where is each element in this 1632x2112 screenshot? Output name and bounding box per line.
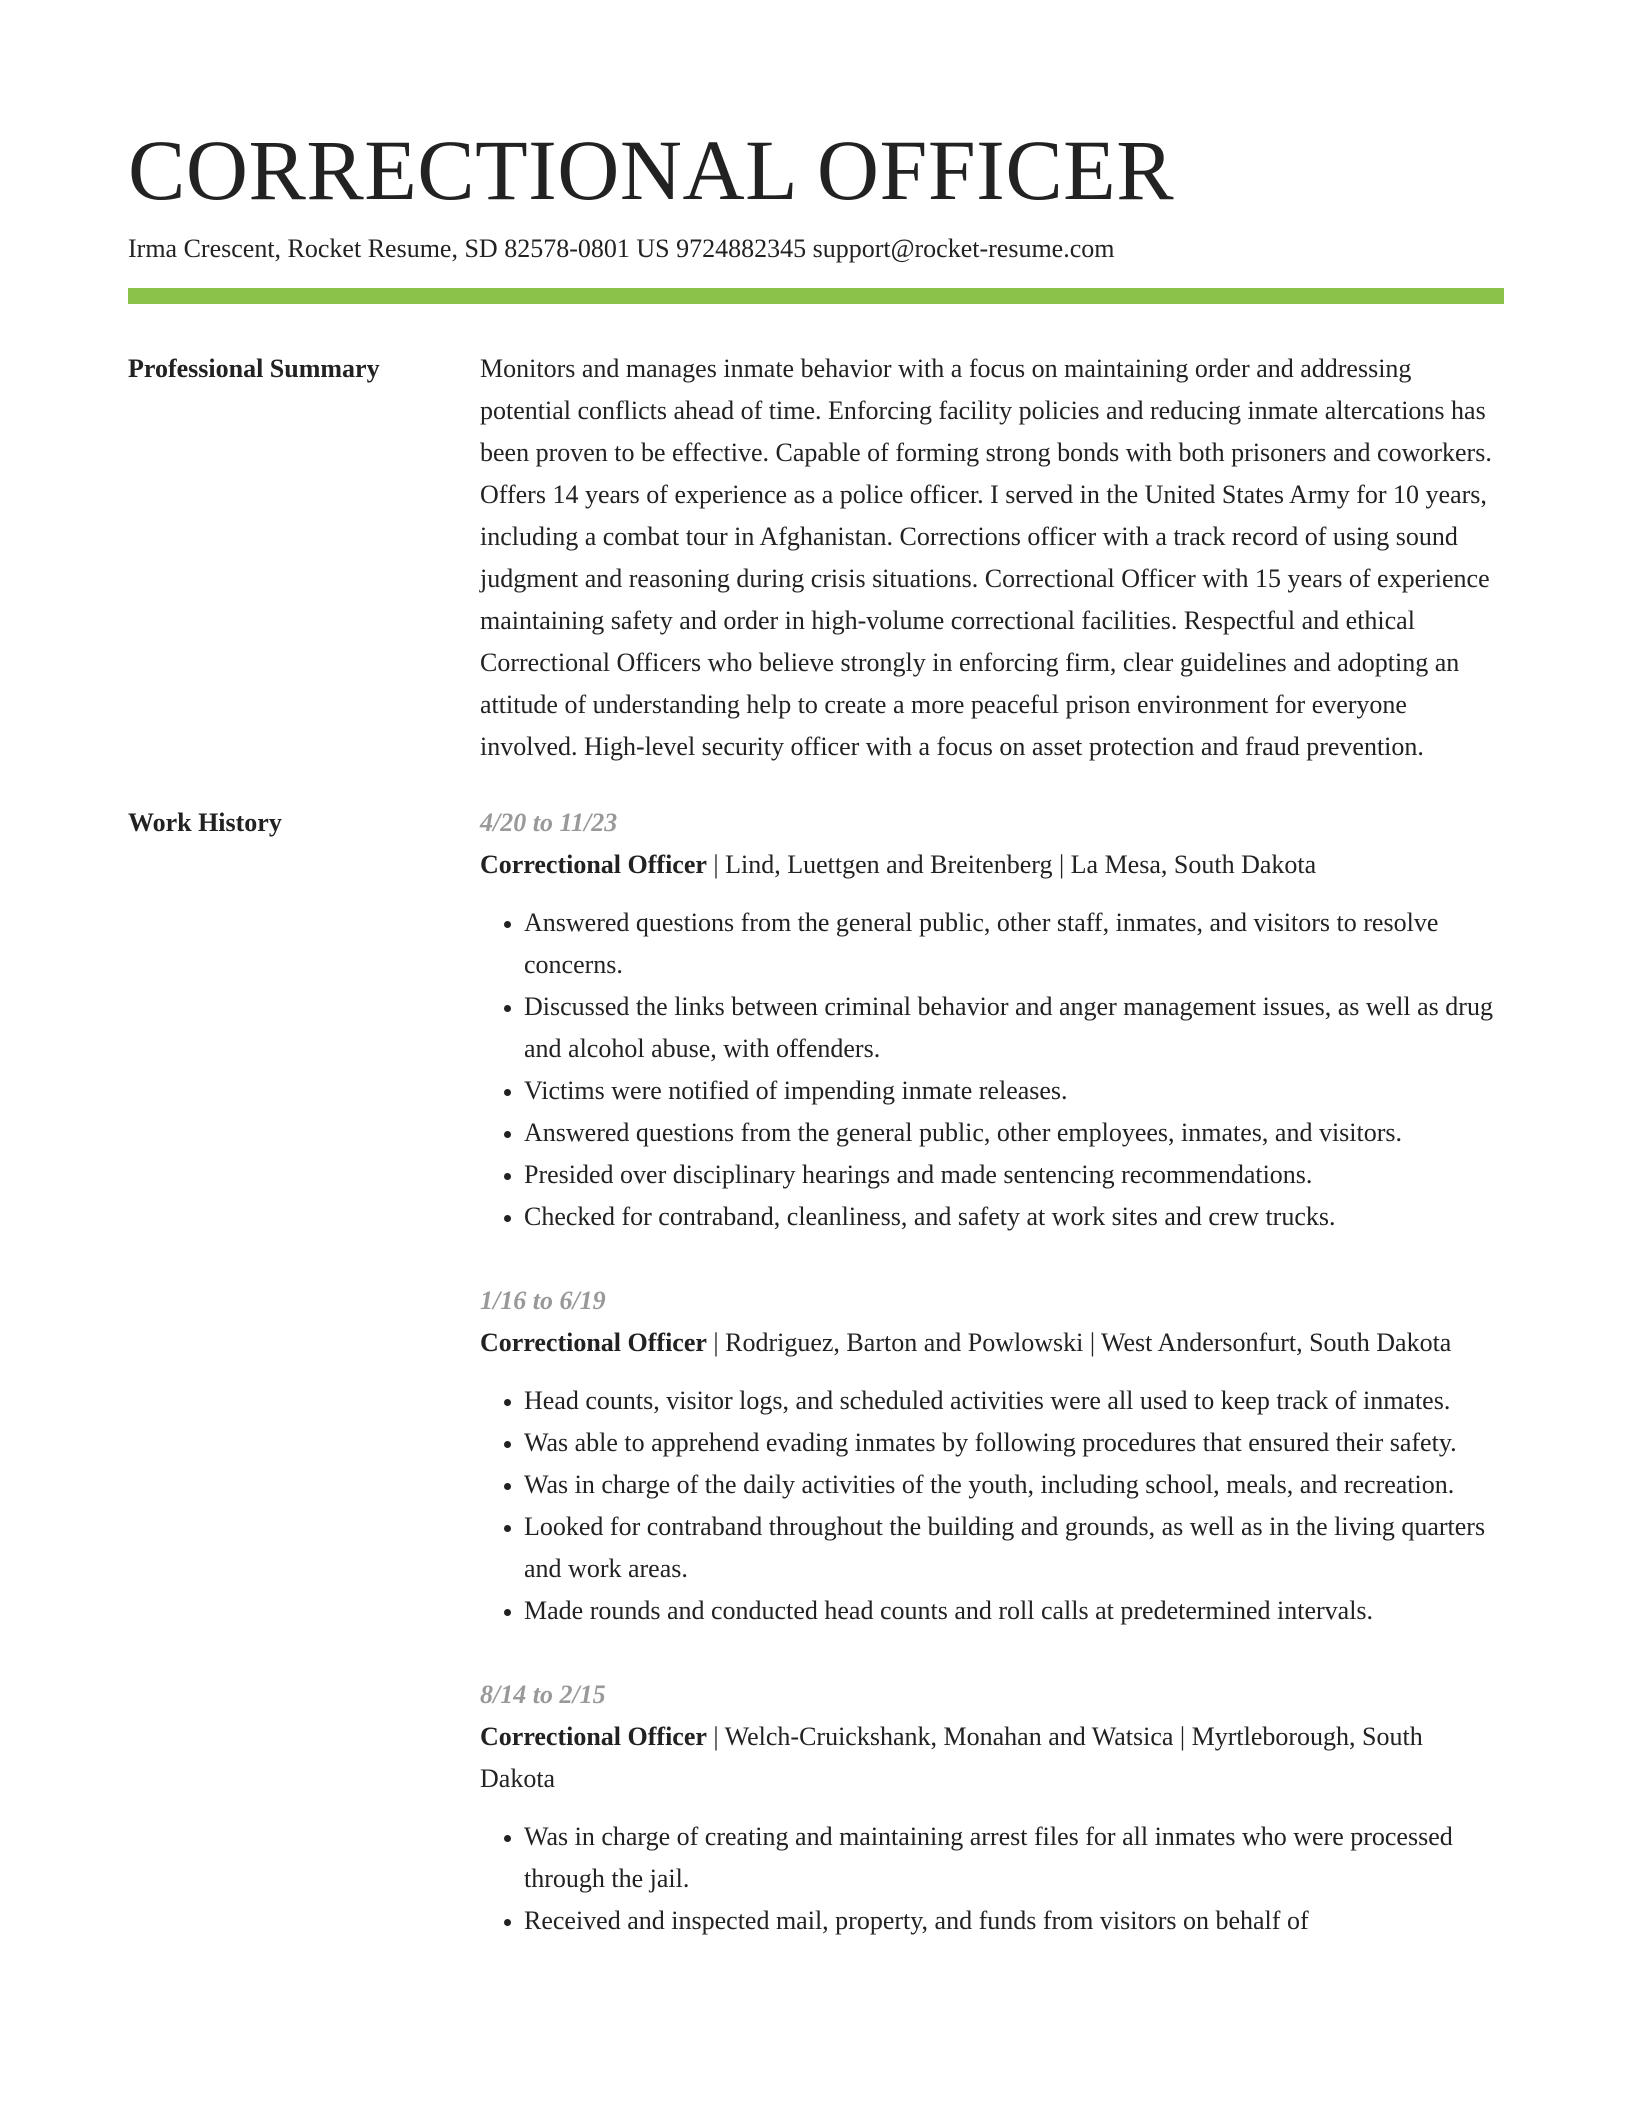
section-label-work-history: Work History [128,808,282,837]
job-dates: 8/14 to 2/15 [480,1680,606,1709]
job-heading [480,1716,1504,1800]
job-entry [480,1280,1504,1632]
job-bullets [480,1380,1504,1632]
job-bullet: • Made rounds and conducted head counts and roll calls at predetermined intervals. [524,1590,1504,1632]
job-bullet: • Checked for contraband, cleanliness, and safety at work sites and crew trucks. [524,1196,1504,1238]
work-history-section [128,810,1504,1984]
job-bullet: • Discussed the links between criminal behavior and anger management issues, as well as drug and alcohol abuse, with offenders. [524,986,1504,1070]
job-bullets [480,902,1504,1238]
job-employer-location: | Rodriguez, Barton and Powlowski | West Andersonfurt, South Dakota [706,1328,1452,1357]
resume-page [128,120,1504,1984]
job-bullet: • Presided over disciplinary hearings and made sentencing recommendations. [524,1154,1504,1196]
summary-section [128,356,1504,768]
job-dates: 4/20 to 11/23 [480,808,618,837]
job-bullet: • Looked for contraband throughout the building and grounds, as well as in the living quarters and work areas. [524,1506,1504,1590]
job-bullet: • Victims were notified of impending inmate releases. [524,1070,1504,1112]
jobs-list [480,810,1504,1984]
job-title: Correctional Officer [480,850,707,879]
job-dates: 1/16 to 6/19 [480,1286,606,1315]
job-entry [480,802,1504,1238]
job-title: Correctional Officer [480,1328,707,1357]
job-bullet: • Was in charge of creating and maintaining arrest files for all inmates who were processed through the jail. [524,1816,1504,1900]
job-bullet: • Answered questions from the general public, other employees, inmates, and visitors. [524,1112,1504,1154]
header-divider [128,288,1504,304]
summary-text: Monitors and manages inmate behavior with a focus on maintaining order and addressing potential conflicts ahead of time. Enforcing facility policies and reducing inmate altercations has been proven to be effective. Capable of forming strong bonds with both prisoners and coworkers. Offers 14 years of experience as a police officer. I served in the United States Army for 10 years, including a combat tour in Afghanistan. Corrections officer with a track record of using sound judgment and reasoning during crisis situations. Correctional Officer with 15 years of experience maintaining safety and order in high-volume correctional facilities. Respectful and ethical Correctional Officers who believe strongly in enforcing firm, clear guidelines and adopting an attitude of understanding help to create a more peaceful prison environment for everyone involved. High-level security officer with a focus on asset protection and fraud prevention. [480,354,1492,761]
resume-name: CORRECTIONAL OFFICER [128,122,1175,218]
job-heading [480,844,1504,886]
job-employer-location: | Lind, Luettgen and Breitenberg | La Mesa, South Dakota [706,850,1317,879]
job-heading [480,1322,1504,1364]
job-bullet: • Was able to apprehend evading inmates by following procedures that ensured their safety. [524,1422,1504,1464]
job-entry [480,1674,1504,1942]
contact-line: Irma Crescent, Rocket Resume, SD 82578-0801 US 9724882345 support@rocket-resume.com [128,234,1115,263]
job-bullet: • Head counts, visitor logs, and scheduled activities were all used to keep track of inmates. [524,1380,1504,1422]
section-label-summary: Professional Summary [128,354,380,383]
job-bullet: • Was in charge of the daily activities of the youth, including school, meals, and recreation. [524,1464,1504,1506]
job-title: Correctional Officer [480,1722,707,1751]
job-bullets [480,1816,1504,1942]
job-bullet: • Answered questions from the general public, other staff, inmates, and visitors to resolve concerns. [524,902,1504,986]
job-bullet: • Received and inspected mail, property, and funds from visitors on behalf of [524,1900,1504,1942]
job-employer-location: | Welch-Cruickshank, Monahan and Watsica | Myrtleborough, South Dakota [480,1722,1423,1793]
